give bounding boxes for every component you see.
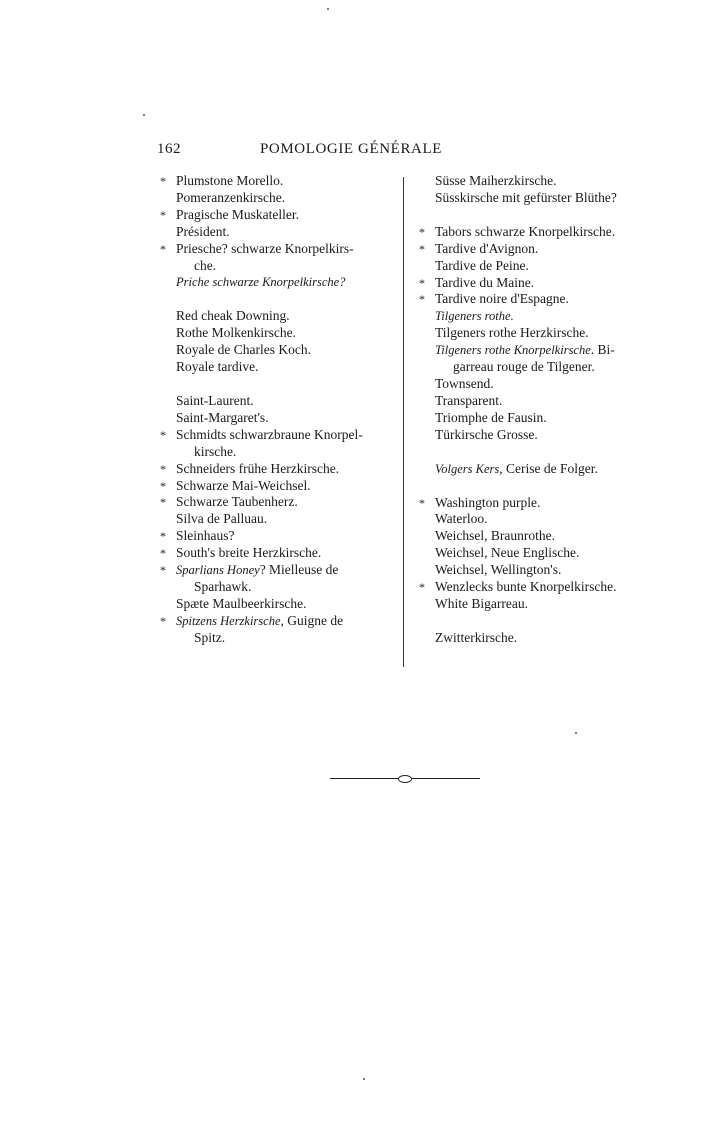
entry-name: Royale de Charles Koch. (176, 342, 311, 358)
entry-name: Rothe Molkenkirsche. (176, 325, 296, 341)
index-entry (160, 427, 400, 461)
index-entry (160, 342, 400, 359)
entry-continuation: Sparhawk. (194, 578, 252, 594)
index-entry (160, 173, 400, 190)
entry-name: Weichsel, Wellington's. (435, 562, 562, 578)
entry-continuation: garreau rouge de Tilgener. (453, 359, 595, 375)
end-ornament-rule (330, 776, 480, 782)
paper-speck (575, 732, 577, 734)
entry-text (435, 241, 659, 258)
entry-name: Plumstone Morello. (176, 173, 284, 188)
entry-name: Royale tardive. (176, 359, 259, 375)
entry-text (435, 325, 659, 342)
entry-text (176, 427, 400, 444)
entry-text (435, 393, 659, 410)
asterisk-marker: * (160, 563, 166, 578)
index-entry (160, 241, 400, 275)
page-number: 162 (157, 141, 181, 157)
index-entry (419, 224, 659, 241)
entry-italic-name: Tilgeners rothe Knorpelkirsche (435, 343, 591, 358)
entry-name: Waterloo. (435, 511, 488, 527)
entry-name: Triomphe de Fausin. (435, 409, 547, 425)
ornament-diamond (398, 775, 412, 783)
entry-text (176, 173, 400, 190)
index-entry (419, 190, 659, 207)
asterisk-marker: * (160, 241, 166, 256)
entry-text (435, 224, 659, 241)
entry-name: Zwitterkirsche. (435, 629, 518, 645)
index-entry (419, 342, 659, 376)
entry-text (176, 596, 400, 613)
entry-name: ? Mielleuse de (259, 562, 339, 578)
asterisk-marker: * (160, 478, 166, 493)
index-entry (419, 376, 659, 393)
index-entry (419, 291, 659, 308)
index-entry (419, 596, 659, 613)
entry-name: Süsskirsche mit gefürster Blüthe? (435, 189, 617, 205)
entry-name: Schwarze Taubenherz. (176, 494, 298, 510)
index-entry (160, 274, 400, 291)
entry-text (176, 308, 400, 325)
entry-text (435, 630, 659, 647)
entry-text (435, 291, 659, 308)
entry-name: Townsend. (435, 375, 494, 391)
entry-name: Weichsel, Braunrothe. (435, 528, 555, 544)
entry-text (435, 410, 659, 427)
index-entry (419, 258, 659, 275)
paper-speck (327, 8, 329, 10)
index-entry (419, 275, 659, 292)
entry-name: , Guigne de (280, 612, 344, 628)
entry-name: Président. (176, 223, 230, 239)
index-entry (160, 308, 400, 325)
entry-text (176, 342, 400, 359)
entry-text (176, 393, 400, 410)
index-entry (160, 359, 400, 376)
index-entry (160, 511, 400, 528)
asterisk-marker: * (419, 224, 425, 239)
entry-gap (419, 207, 659, 224)
entry-name: South's breite Herzkirsche. (176, 545, 322, 561)
entry-name: Priesche? schwarze Knorpelkirs- (176, 240, 354, 256)
entry-text (435, 190, 659, 207)
asterisk-marker: * (160, 174, 166, 188)
entry-name: Sleinhaus? (176, 528, 235, 544)
entry-text (435, 173, 659, 190)
index-entry (160, 545, 400, 562)
entry-text (435, 275, 659, 292)
entry-text (176, 359, 400, 376)
index-entry (160, 410, 400, 427)
entry-text (435, 545, 659, 562)
entry-name: . Bi- (590, 342, 615, 358)
index-entry (419, 308, 659, 325)
entry-name: Tardive noire d'Espagne. (435, 291, 569, 307)
page-header (157, 141, 505, 163)
entry-text (435, 342, 659, 359)
entry-name: Tardive de Peine. (435, 257, 529, 273)
index-entry (419, 241, 659, 258)
entry-name: Süsse Maiherzkirsche. (435, 173, 557, 188)
entry-text (176, 224, 400, 241)
index-entry (160, 596, 400, 613)
entry-name: Red cheak Downing. (176, 308, 290, 324)
entry-name: Wenzlecks bunte Knorpelkirsche. (435, 579, 617, 595)
index-entry (419, 173, 659, 190)
index-entry (419, 461, 659, 478)
entry-text (435, 258, 659, 275)
entry-text (176, 545, 400, 562)
entry-text (435, 511, 659, 528)
index-entry (160, 562, 400, 596)
entry-text (176, 613, 400, 630)
entry-name: Tabors schwarze Knorpelkirsche. (435, 223, 616, 239)
entry-italic-name: Spitzens Herzkirsche (176, 613, 281, 628)
index-entry (160, 325, 400, 342)
entry-text (176, 528, 400, 545)
entry-name: Pomeranzenkirsche. (176, 189, 286, 205)
entry-text (176, 511, 400, 528)
entry-name: Türkirsche Grosse. (435, 426, 538, 442)
index-entry (419, 427, 659, 444)
entry-gap (419, 478, 659, 495)
index-entry (160, 224, 400, 241)
asterisk-marker: * (419, 495, 425, 510)
entry-text (176, 207, 400, 224)
entry-text (176, 494, 400, 511)
asterisk-marker: * (160, 546, 166, 561)
entry-name: Schwarze Mai-Weichsel. (176, 477, 311, 493)
entry-continuation: kirsche. (194, 443, 237, 459)
asterisk-marker: * (419, 275, 425, 290)
entry-name: Washington purple. (435, 494, 541, 510)
index-entry (419, 630, 659, 647)
entry-text (435, 596, 659, 613)
entry-text (176, 274, 400, 291)
index-entry (160, 528, 400, 545)
index-entry (419, 528, 659, 545)
asterisk-marker: * (160, 613, 166, 628)
entry-text (176, 325, 400, 342)
entry-name: Schmidts schwarzbraune Knorpel- (176, 426, 363, 442)
entry-name: White Bigarreau. (435, 595, 528, 611)
entry-italic-name: Priche schwarze Knorpelkirsche? (176, 275, 346, 290)
entry-text (435, 579, 659, 596)
entry-text (435, 528, 659, 545)
index-entry (160, 494, 400, 511)
entry-gap (160, 376, 400, 393)
entry-text (176, 410, 400, 427)
entry-text (435, 308, 659, 325)
index-entry (419, 495, 659, 512)
paper-speck (363, 1078, 365, 1080)
index-entry (160, 461, 400, 478)
entry-text (176, 562, 400, 579)
entry-text (435, 495, 659, 512)
entry-text (176, 190, 400, 207)
asterisk-marker: * (419, 241, 425, 256)
index-entry (419, 579, 659, 596)
entry-name: Tardive d'Avignon. (435, 240, 539, 256)
entry-text (435, 461, 659, 478)
entry-italic-name: Tilgeners rothe. (435, 309, 514, 324)
column-divider (403, 177, 404, 667)
entry-name: Transparent. (435, 392, 503, 408)
index-entry (160, 478, 400, 495)
entry-name: Tilgeners rothe Herzkirsche. (435, 325, 589, 341)
left-column (160, 173, 400, 647)
asterisk-marker: * (160, 529, 166, 544)
index-entry (419, 562, 659, 579)
entry-italic-name: Volgers Kers (435, 461, 500, 476)
entry-name: Tardive du Maine. (435, 274, 535, 290)
entry-text (435, 376, 659, 393)
index-entry (419, 410, 659, 427)
entry-name: Spæte Maulbeerkirsche. (176, 595, 307, 611)
index-entry (160, 190, 400, 207)
entry-name: Weichsel, Neue Englische. (435, 545, 580, 561)
entry-text (176, 461, 400, 478)
index-entry (419, 511, 659, 528)
entry-continuation: che. (194, 257, 217, 273)
entry-text (176, 241, 400, 258)
entry-name: Saint-Margaret's. (176, 409, 269, 425)
entry-gap (419, 613, 659, 630)
right-column (419, 173, 659, 647)
index-entry (419, 325, 659, 342)
entry-gap (419, 444, 659, 461)
index-entry (160, 207, 400, 224)
asterisk-marker: * (160, 427, 166, 442)
asterisk-marker: * (160, 461, 166, 476)
index-entry (160, 613, 400, 647)
running-title: POMOLOGIE GÉNÉRALE (259, 141, 443, 157)
entry-text (176, 478, 400, 495)
entry-gap (160, 291, 400, 308)
entry-name: Pragische Muskateller. (176, 206, 299, 222)
entry-italic-name: Sparlians Honey (176, 563, 260, 578)
asterisk-marker: * (419, 292, 425, 307)
asterisk-marker: * (160, 207, 166, 222)
entry-name: Silva de Palluau. (176, 511, 268, 527)
asterisk-marker: * (160, 495, 166, 510)
entry-name: Saint-Laurent. (176, 392, 254, 408)
entry-continuation: Spitz. (194, 629, 226, 645)
index-entry (419, 545, 659, 562)
entry-text (435, 562, 659, 579)
paper-speck (143, 114, 145, 116)
entry-text (435, 427, 659, 444)
asterisk-marker: * (419, 580, 425, 595)
entry-name: , Cerise de Folger. (499, 460, 598, 476)
index-entry (419, 393, 659, 410)
entry-name: Schneiders frühe Herzkirsche. (176, 460, 340, 476)
index-entry (160, 393, 400, 410)
